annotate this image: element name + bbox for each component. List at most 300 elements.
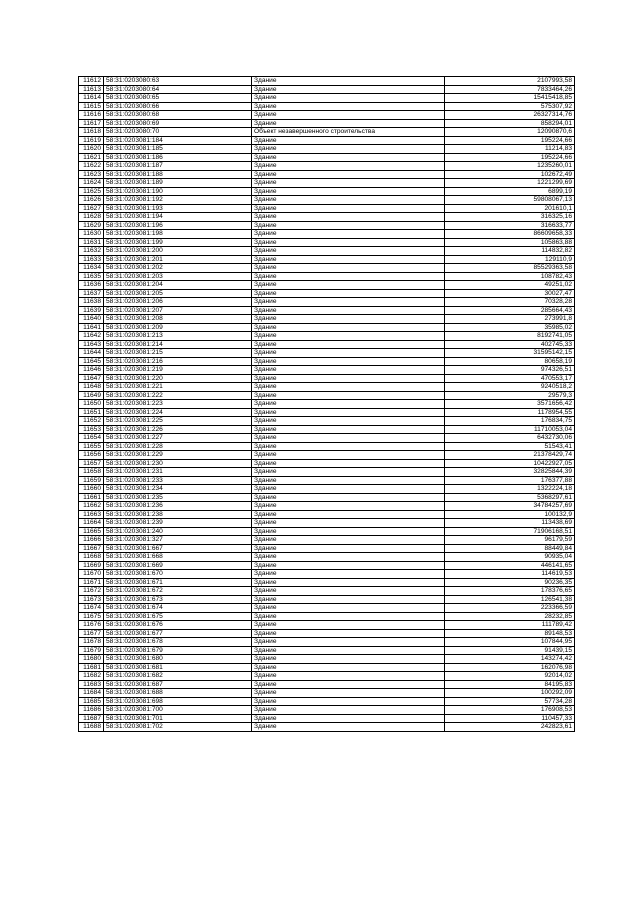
row-number-cell: 11629 [79, 221, 104, 230]
row-number-cell: 11665 [79, 527, 104, 536]
object-type-cell: Здание [252, 706, 445, 715]
object-type-cell: Здание [252, 187, 445, 196]
row-number-cell: 11634 [79, 264, 104, 273]
table-row [79, 374, 575, 383]
cadastral-value-cell: 111789,42 [445, 621, 575, 630]
table-row [79, 519, 575, 528]
table-row [79, 289, 575, 298]
object-type-cell: Здание [252, 544, 445, 553]
row-number-cell: 11671 [79, 578, 104, 587]
row-number-cell: 11653 [79, 425, 104, 434]
table-row [79, 476, 575, 485]
row-number-cell: 11640 [79, 315, 104, 324]
cadastral-number-cell: 58:31:0203081:671 [104, 578, 252, 587]
object-type-cell: Здание [252, 332, 445, 341]
cadastral-number-cell: 58:31:0203081:670 [104, 570, 252, 579]
object-type-cell: Здание [252, 77, 445, 86]
cadastral-number-cell: 58:31:0203081:215 [104, 349, 252, 358]
cadastral-value-cell: 316325,16 [445, 213, 575, 222]
cadastral-number-cell: 58:31:0203081:679 [104, 646, 252, 655]
cadastral-value-cell: 84195,83 [445, 680, 575, 689]
table-row [79, 689, 575, 698]
cadastral-value-cell: 5368297,61 [445, 493, 575, 502]
object-type-cell: Здание [252, 162, 445, 171]
cadastral-number-cell: 58:31:0203080:64 [104, 85, 252, 94]
object-type-cell: Здание [252, 357, 445, 366]
cadastral-number-cell: 58:31:0203081:226 [104, 425, 252, 434]
cadastral-value-cell: 446141,65 [445, 561, 575, 570]
table-row [79, 179, 575, 188]
cadastral-number-cell: 58:31:0203081:230 [104, 459, 252, 468]
object-type-cell: Здание [252, 442, 445, 451]
cadastral-number-cell: 58:31:0203081:677 [104, 629, 252, 638]
cadastral-value-cell: 11214,83 [445, 145, 575, 154]
row-number-cell: 11687 [79, 714, 104, 723]
cadastral-value-cell: 195224,66 [445, 153, 575, 162]
cadastral-number-cell: 58:31:0203081:220 [104, 374, 252, 383]
table-row [79, 221, 575, 230]
object-type-cell: Здание [252, 434, 445, 443]
cadastral-value-cell: 57734,28 [445, 697, 575, 706]
object-type-cell: Здание [252, 621, 445, 630]
table-body [79, 77, 575, 732]
cadastral-value-cell: 91439,15 [445, 646, 575, 655]
table-row [79, 230, 575, 239]
row-number-cell: 11647 [79, 374, 104, 383]
cadastral-value-cell: 105863,88 [445, 238, 575, 247]
row-number-cell: 11646 [79, 366, 104, 375]
object-type-cell: Здание [252, 697, 445, 706]
cadastral-number-cell: 58:31:0203081:238 [104, 510, 252, 519]
table-row [79, 425, 575, 434]
object-type-cell: Здание [252, 94, 445, 103]
table-row [79, 587, 575, 596]
cadastral-number-cell: 58:31:0203081:674 [104, 604, 252, 613]
cadastral-value-cell: 100292,09 [445, 689, 575, 698]
row-number-cell: 11637 [79, 289, 104, 298]
cadastral-number-cell: 58:31:0203081:672 [104, 587, 252, 596]
cadastral-value-cell: 176908,53 [445, 706, 575, 715]
row-number-cell: 11688 [79, 723, 104, 732]
cadastral-value-cell: 21378429,74 [445, 451, 575, 460]
cadastral-number-cell: 58:31:0203081:234 [104, 485, 252, 494]
cadastral-number-cell: 58:31:0203081:687 [104, 680, 252, 689]
table-row [79, 723, 575, 732]
cadastral-value-cell: 126541,38 [445, 595, 575, 604]
cadastral-number-cell: 58:31:0203081:669 [104, 561, 252, 570]
cadastral-value-cell: 6432730,06 [445, 434, 575, 443]
row-number-cell: 11623 [79, 170, 104, 179]
object-type-cell: Здание [252, 527, 445, 536]
table-row [79, 383, 575, 392]
cadastral-number-cell: 58:31:0203081:214 [104, 340, 252, 349]
row-number-cell: 11612 [79, 77, 104, 86]
row-number-cell: 11680 [79, 655, 104, 664]
cadastral-value-cell: 49251,02 [445, 281, 575, 290]
cadastral-number-cell: 58:31:0203081:185 [104, 145, 252, 154]
cadastral-value-cell: 402745,33 [445, 340, 575, 349]
table-row [79, 663, 575, 672]
table-row [79, 196, 575, 205]
cadastral-number-cell: 58:31:0203081:667 [104, 544, 252, 553]
object-type-cell: Здание [252, 689, 445, 698]
row-number-cell: 11681 [79, 663, 104, 672]
object-type-cell: Здание [252, 408, 445, 417]
cadastral-value-cell: 1235260,01 [445, 162, 575, 171]
object-type-cell: Здание [252, 111, 445, 120]
object-type-cell: Здание [252, 680, 445, 689]
cadastral-value-cell: 114832,82 [445, 247, 575, 256]
cadastral-value-cell: 12090870,6 [445, 128, 575, 137]
row-number-cell: 11663 [79, 510, 104, 519]
row-number-cell: 11613 [79, 85, 104, 94]
object-type-cell: Объект незавершенного строительства [252, 128, 445, 137]
object-type-cell: Здание [252, 459, 445, 468]
row-number-cell: 11678 [79, 638, 104, 647]
row-number-cell: 11626 [79, 196, 104, 205]
object-type-cell: Здание [252, 536, 445, 545]
row-number-cell: 11658 [79, 468, 104, 477]
object-type-cell: Здание [252, 485, 445, 494]
cadastral-number-cell: 58:31:0203081:204 [104, 281, 252, 290]
object-type-cell: Здание [252, 170, 445, 179]
table-row [79, 323, 575, 332]
cadastral-number-cell: 58:31:0203081:681 [104, 663, 252, 672]
cadastral-number-cell: 58:31:0203081:216 [104, 357, 252, 366]
table-row [79, 357, 575, 366]
object-type-cell: Здание [252, 247, 445, 256]
cadastral-value-cell: 35985,02 [445, 323, 575, 332]
table-row [79, 485, 575, 494]
cadastral-value-cell: 32825844,39 [445, 468, 575, 477]
table-row [79, 706, 575, 715]
cadastral-value-cell: 15415418,85 [445, 94, 575, 103]
cadastral-value-cell: 10422927,05 [445, 459, 575, 468]
cadastral-value-cell: 88449,84 [445, 544, 575, 553]
cadastral-value-cell: 89148,53 [445, 629, 575, 638]
object-type-cell: Здание [252, 221, 445, 230]
object-type-cell: Здание [252, 510, 445, 519]
object-type-cell: Здание [252, 374, 445, 383]
table-row [79, 544, 575, 553]
cadastral-value-cell: 90935,04 [445, 553, 575, 562]
cadastral-number-cell: 58:31:0203081:688 [104, 689, 252, 698]
cadastral-value-table [78, 76, 575, 732]
object-type-cell: Здание [252, 179, 445, 188]
row-number-cell: 11676 [79, 621, 104, 630]
row-number-cell: 11675 [79, 612, 104, 621]
cadastral-number-cell: 58:31:0203081:702 [104, 723, 252, 732]
cadastral-number-cell: 58:31:0203081:208 [104, 315, 252, 324]
object-type-cell: Здание [252, 264, 445, 273]
cadastral-value-cell: 9240518,2 [445, 383, 575, 392]
cadastral-value-cell: 858294,01 [445, 119, 575, 128]
table-row [79, 578, 575, 587]
row-number-cell: 11614 [79, 94, 104, 103]
table-row [79, 349, 575, 358]
cadastral-value-cell: 92014,02 [445, 672, 575, 681]
cadastral-value-cell: 107844,95 [445, 638, 575, 647]
cadastral-value-cell: 108782,43 [445, 272, 575, 281]
object-type-cell: Здание [252, 238, 445, 247]
row-number-cell: 11617 [79, 119, 104, 128]
object-type-cell: Здание [252, 213, 445, 222]
row-number-cell: 11624 [79, 179, 104, 188]
row-number-cell: 11659 [79, 476, 104, 485]
row-number-cell: 11666 [79, 536, 104, 545]
cadastral-number-cell: 58:31:0203081:227 [104, 434, 252, 443]
cadastral-number-cell: 58:31:0203081:207 [104, 306, 252, 315]
row-number-cell: 11673 [79, 595, 104, 604]
cadastral-value-cell: 129110,9 [445, 255, 575, 264]
object-type-cell: Здание [252, 298, 445, 307]
row-number-cell: 11651 [79, 408, 104, 417]
row-number-cell: 11639 [79, 306, 104, 315]
table-row [79, 570, 575, 579]
object-type-cell: Здание [252, 315, 445, 324]
cadastral-value-cell: 178376,65 [445, 587, 575, 596]
object-type-cell: Здание [252, 85, 445, 94]
cadastral-number-cell: 58:31:0203081:223 [104, 400, 252, 409]
table-row [79, 77, 575, 86]
object-type-cell: Здание [252, 468, 445, 477]
cadastral-number-cell: 58:31:0203081:236 [104, 502, 252, 511]
object-type-cell: Здание [252, 196, 445, 205]
table-row [79, 451, 575, 460]
row-number-cell: 11652 [79, 417, 104, 426]
table-row [79, 145, 575, 154]
cadastral-number-cell: 58:31:0203081:190 [104, 187, 252, 196]
object-type-cell: Здание [252, 646, 445, 655]
cadastral-number-cell: 58:31:0203081:219 [104, 366, 252, 375]
cadastral-number-cell: 58:31:0203081:229 [104, 451, 252, 460]
cadastral-number-cell: 58:31:0203081:184 [104, 136, 252, 145]
object-type-cell: Здание [252, 136, 445, 145]
object-type-cell: Здание [252, 723, 445, 732]
table-row [79, 510, 575, 519]
table-row [79, 187, 575, 196]
cadastral-value-cell: 29579,3 [445, 391, 575, 400]
cadastral-number-cell: 58:31:0203081:224 [104, 408, 252, 417]
object-type-cell: Здание [252, 366, 445, 375]
object-type-cell: Здание [252, 119, 445, 128]
row-number-cell: 11636 [79, 281, 104, 290]
row-number-cell: 11672 [79, 587, 104, 596]
row-number-cell: 11620 [79, 145, 104, 154]
cadastral-number-cell: 58:31:0203081:201 [104, 255, 252, 264]
cadastral-value-cell: 242823,61 [445, 723, 575, 732]
cadastral-value-cell: 102672,49 [445, 170, 575, 179]
row-number-cell: 11662 [79, 502, 104, 511]
table-row [79, 417, 575, 426]
row-number-cell: 11669 [79, 561, 104, 570]
object-type-cell: Здание [252, 204, 445, 213]
object-type-cell: Здание [252, 655, 445, 664]
row-number-cell: 11619 [79, 136, 104, 145]
table-row [79, 442, 575, 451]
row-number-cell: 11638 [79, 298, 104, 307]
object-type-cell: Здание [252, 638, 445, 647]
table-row [79, 612, 575, 621]
cadastral-number-cell: 58:31:0203081:233 [104, 476, 252, 485]
table-row [79, 315, 575, 324]
cadastral-value-cell: 59808067,13 [445, 196, 575, 205]
cadastral-number-cell: 58:31:0203080:63 [104, 77, 252, 86]
cadastral-value-cell: 575307,92 [445, 102, 575, 111]
object-type-cell: Здание [252, 391, 445, 400]
object-type-cell: Здание [252, 519, 445, 528]
row-number-cell: 11684 [79, 689, 104, 698]
table-row [79, 213, 575, 222]
cadastral-value-cell: 100132,9 [445, 510, 575, 519]
table-row [79, 204, 575, 213]
row-number-cell: 11686 [79, 706, 104, 715]
row-number-cell: 11679 [79, 646, 104, 655]
table-row [79, 680, 575, 689]
cadastral-value-cell: 162076,98 [445, 663, 575, 672]
table-row [79, 128, 575, 137]
object-type-cell: Здание [252, 476, 445, 485]
table-row [79, 136, 575, 145]
object-type-cell: Здание [252, 553, 445, 562]
row-number-cell: 11633 [79, 255, 104, 264]
row-number-cell: 11649 [79, 391, 104, 400]
table-row [79, 621, 575, 630]
row-number-cell: 11643 [79, 340, 104, 349]
cadastral-value-cell: 85529363,58 [445, 264, 575, 273]
table-row [79, 238, 575, 247]
object-type-cell: Здание [252, 595, 445, 604]
table-row [79, 561, 575, 570]
cadastral-value-cell: 285664,43 [445, 306, 575, 315]
object-type-cell: Здание [252, 714, 445, 723]
cadastral-value-cell: 470553,17 [445, 374, 575, 383]
object-type-cell: Здание [252, 578, 445, 587]
cadastral-number-cell: 58:31:0203081:676 [104, 621, 252, 630]
table-row [79, 595, 575, 604]
cadastral-number-cell: 58:31:0203080:68 [104, 111, 252, 120]
cadastral-number-cell: 58:31:0203081:240 [104, 527, 252, 536]
object-type-cell: Здание [252, 230, 445, 239]
object-type-cell: Здание [252, 400, 445, 409]
table-row [79, 102, 575, 111]
table-row [79, 255, 575, 264]
cadastral-number-cell: 58:31:0203081:199 [104, 238, 252, 247]
cadastral-number-cell: 58:31:0203081:194 [104, 213, 252, 222]
table-row [79, 111, 575, 120]
row-number-cell: 11625 [79, 187, 104, 196]
row-number-cell: 11670 [79, 570, 104, 579]
cadastral-value-cell: 2107993,58 [445, 77, 575, 86]
row-number-cell: 11635 [79, 272, 104, 281]
object-type-cell: Здание [252, 102, 445, 111]
row-number-cell: 11667 [79, 544, 104, 553]
cadastral-value-cell: 176377,88 [445, 476, 575, 485]
document-page [78, 76, 574, 732]
cadastral-value-cell: 96179,59 [445, 536, 575, 545]
object-type-cell: Здание [252, 417, 445, 426]
row-number-cell: 11645 [79, 357, 104, 366]
cadastral-value-cell: 316633,77 [445, 221, 575, 230]
cadastral-value-cell: 86609658,33 [445, 230, 575, 239]
cadastral-value-cell: 90236,35 [445, 578, 575, 587]
cadastral-number-cell: 58:31:0203081:668 [104, 553, 252, 562]
object-type-cell: Здание [252, 493, 445, 502]
row-number-cell: 11674 [79, 604, 104, 613]
row-number-cell: 11657 [79, 459, 104, 468]
table-row [79, 638, 575, 647]
row-number-cell: 11641 [79, 323, 104, 332]
object-type-cell: Здание [252, 255, 445, 264]
cadastral-number-cell: 58:31:0203081:682 [104, 672, 252, 681]
cadastral-number-cell: 58:31:0203080:66 [104, 102, 252, 111]
cadastral-number-cell: 58:31:0203081:673 [104, 595, 252, 604]
object-type-cell: Здание [252, 663, 445, 672]
object-type-cell: Здание [252, 289, 445, 298]
object-type-cell: Здание [252, 306, 445, 315]
table-row [79, 162, 575, 171]
row-number-cell: 11627 [79, 204, 104, 213]
table-row [79, 332, 575, 341]
cadastral-number-cell: 58:31:0203081:225 [104, 417, 252, 426]
object-type-cell: Здание [252, 570, 445, 579]
object-type-cell: Здание [252, 502, 445, 511]
cadastral-value-cell: 28232,85 [445, 612, 575, 621]
row-number-cell: 11661 [79, 493, 104, 502]
cadastral-value-cell: 113438,69 [445, 519, 575, 528]
row-number-cell: 11648 [79, 383, 104, 392]
table-row [79, 536, 575, 545]
object-type-cell: Здание [252, 604, 445, 613]
cadastral-value-cell: 1178954,55 [445, 408, 575, 417]
table-row [79, 672, 575, 681]
table-row [79, 468, 575, 477]
table-row [79, 646, 575, 655]
cadastral-value-cell: 80658,19 [445, 357, 575, 366]
table-row [79, 119, 575, 128]
table-row [79, 153, 575, 162]
table-row [79, 306, 575, 315]
cadastral-value-cell: 110457,33 [445, 714, 575, 723]
table-row [79, 502, 575, 511]
cadastral-value-cell: 273991,8 [445, 315, 575, 324]
row-number-cell: 11682 [79, 672, 104, 681]
row-number-cell: 11685 [79, 697, 104, 706]
object-type-cell: Здание [252, 672, 445, 681]
cadastral-value-cell: 1322224,18 [445, 485, 575, 494]
table-row [79, 697, 575, 706]
cadastral-value-cell: 7833464,26 [445, 85, 575, 94]
table-row [79, 366, 575, 375]
cadastral-number-cell: 58:31:0203081:198 [104, 230, 252, 239]
row-number-cell: 11632 [79, 247, 104, 256]
row-number-cell: 11664 [79, 519, 104, 528]
cadastral-number-cell: 58:31:0203081:205 [104, 289, 252, 298]
row-number-cell: 11677 [79, 629, 104, 638]
object-type-cell: Здание [252, 153, 445, 162]
cadastral-number-cell: 58:31:0203081:327 [104, 536, 252, 545]
cadastral-number-cell: 58:31:0203081:200 [104, 247, 252, 256]
cadastral-number-cell: 58:31:0203081:202 [104, 264, 252, 273]
cadastral-number-cell: 58:31:0203081:680 [104, 655, 252, 664]
object-type-cell: Здание [252, 323, 445, 332]
cadastral-number-cell: 58:31:0203081:196 [104, 221, 252, 230]
cadastral-number-cell: 58:31:0203080:70 [104, 128, 252, 137]
cadastral-number-cell: 58:31:0203080:65 [104, 94, 252, 103]
cadastral-number-cell: 58:31:0203081:209 [104, 323, 252, 332]
cadastral-value-cell: 195224,66 [445, 136, 575, 145]
table-row [79, 434, 575, 443]
